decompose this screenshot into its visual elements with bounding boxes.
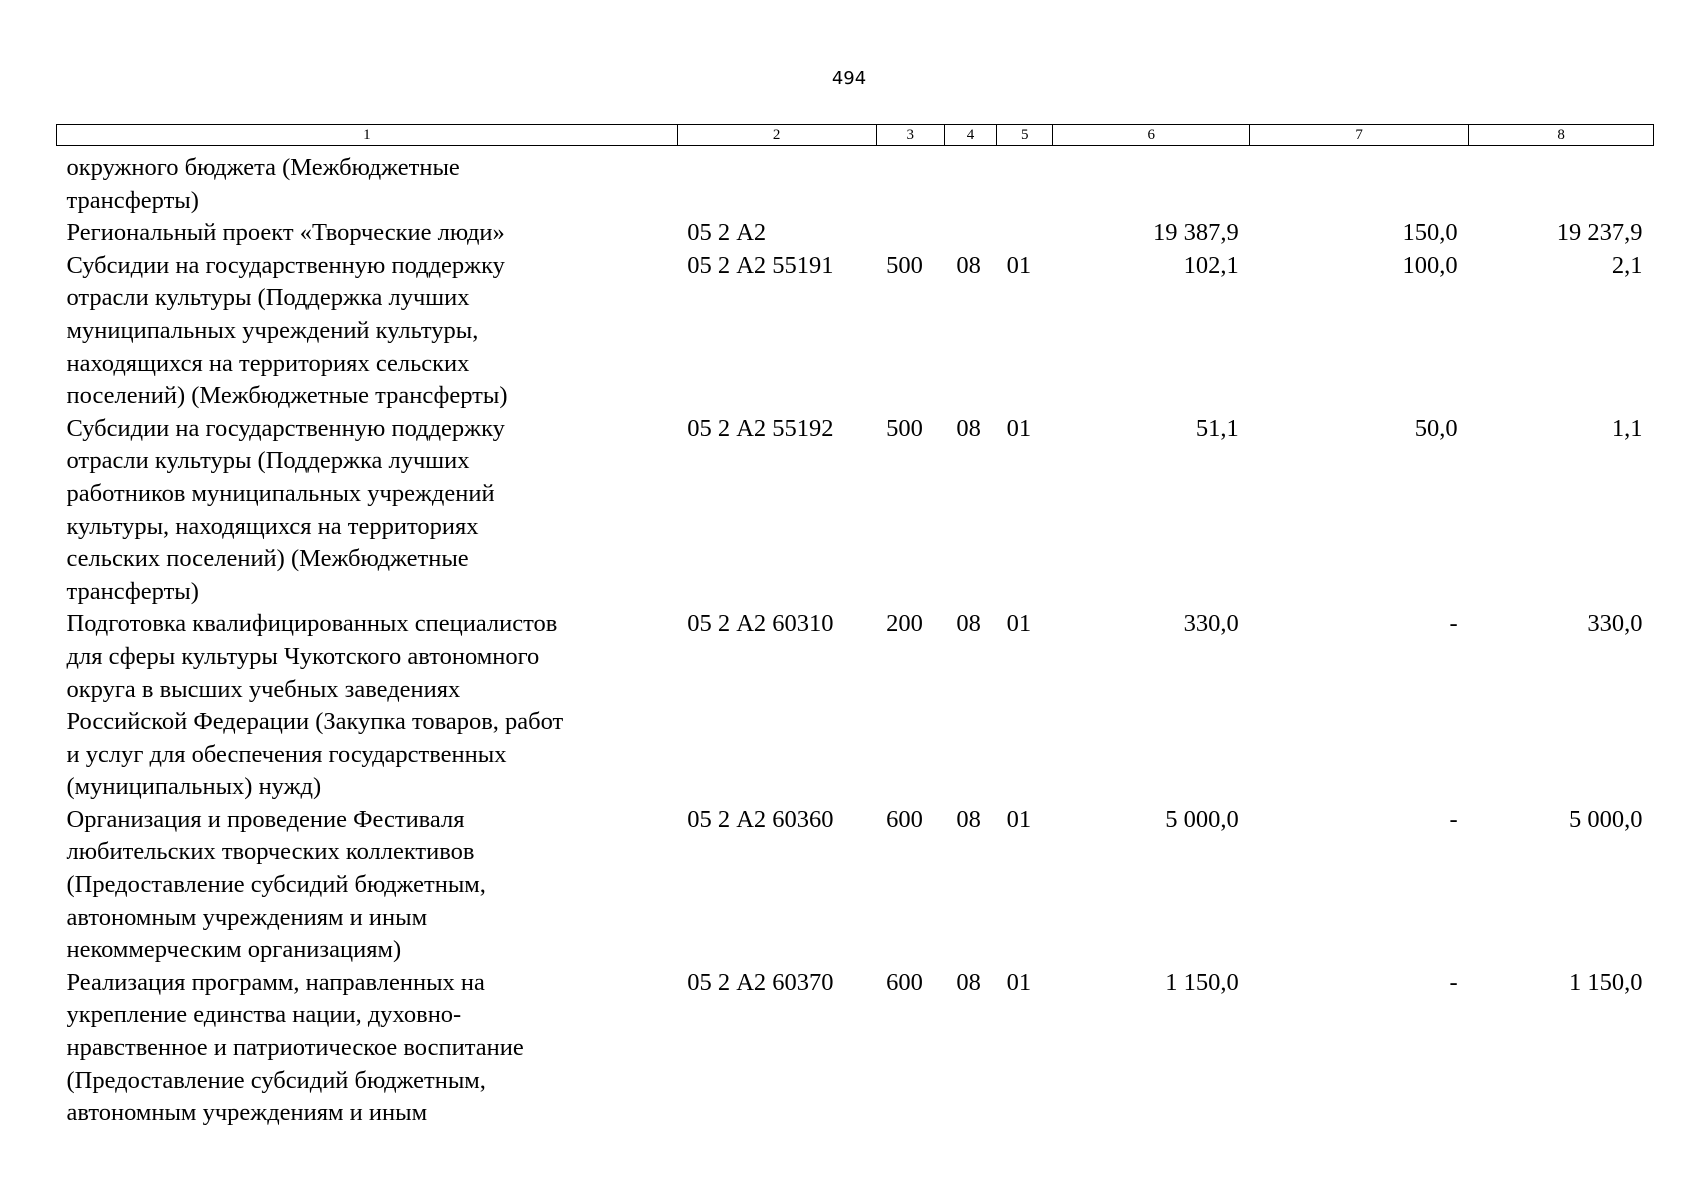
budget-table bbox=[56, 124, 1654, 1130]
subsection-code bbox=[997, 146, 1053, 218]
description-line: округа в высших учебных заведениях bbox=[66, 675, 461, 703]
target-article-code: 05 2 А2 60360 bbox=[687, 805, 834, 833]
amount-col-7: 100,0 bbox=[1402, 251, 1458, 279]
description-line: для сферы культуры Чукотского автономного bbox=[66, 642, 540, 670]
target-article-code: 05 2 А2 60310 bbox=[687, 610, 834, 638]
description-line: Подготовка квалифицированных специалистов bbox=[66, 610, 558, 638]
amount-col-6: 51,1 bbox=[1195, 414, 1239, 442]
row-description bbox=[57, 804, 678, 967]
row-description bbox=[57, 413, 678, 609]
subsection-code: 01 bbox=[1006, 610, 1032, 638]
table-row bbox=[57, 146, 1654, 218]
description-line: (Предоставление субсидий бюджетным, bbox=[66, 871, 486, 899]
target-article-code: 05 2 А2 bbox=[687, 219, 767, 247]
table-header bbox=[57, 125, 1654, 146]
row-description bbox=[57, 146, 678, 218]
expense-type-code: 600 bbox=[886, 968, 923, 996]
description-line: укрепление единства нации, духовно- bbox=[66, 1001, 462, 1029]
table-row bbox=[57, 608, 1654, 804]
subsection-code: 01 bbox=[1006, 251, 1032, 279]
amount-col-6: 102,1 bbox=[1183, 251, 1239, 279]
amount-col-8: 1 150,0 bbox=[1569, 968, 1643, 996]
description-line: находящихся на территориях сельских bbox=[66, 349, 470, 377]
amount-col-8: 2,1 bbox=[1611, 251, 1643, 279]
column-header-2: 2 bbox=[677, 125, 876, 146]
column-number-row bbox=[57, 125, 1654, 146]
amount-col-7 bbox=[1250, 146, 1469, 218]
description-line: Реализация программ, направленных на bbox=[66, 968, 485, 996]
table-row bbox=[57, 804, 1654, 967]
description-line: некоммерческим организациям) bbox=[66, 936, 402, 964]
description-line: любительских творческих коллективов bbox=[66, 838, 475, 866]
amount-col-8: 1,1 bbox=[1611, 414, 1643, 442]
section-code: 08 bbox=[956, 251, 981, 279]
description-line: трансферты) bbox=[66, 577, 199, 605]
description-line: (муниципальных) нужд) bbox=[66, 773, 322, 801]
expense-type-code: 600 bbox=[886, 805, 923, 833]
description-line: и услуг для обеспечения государственных bbox=[66, 740, 507, 768]
description-line: автономным учреждениям и иным bbox=[66, 903, 428, 931]
column-header-1: 1 bbox=[57, 125, 678, 146]
table-row bbox=[57, 250, 1654, 413]
section-code: 08 bbox=[956, 610, 981, 638]
column-header-4: 4 bbox=[944, 125, 996, 146]
column-header-3: 3 bbox=[876, 125, 944, 146]
description-line: Субсидии на государственную поддержку bbox=[66, 251, 505, 279]
section-code: 08 bbox=[956, 968, 981, 996]
target-article-code: 05 2 А2 55192 bbox=[687, 414, 834, 442]
amount-col-8: 19 237,9 bbox=[1556, 219, 1643, 247]
amount-col-7: 150,0 bbox=[1402, 219, 1458, 247]
description-line: Российской Федерации (Закупка товаров, работ bbox=[66, 708, 564, 736]
target-article-code: 05 2 А2 55191 bbox=[687, 251, 834, 279]
description-line: (Предоставление субсидий бюджетным, bbox=[66, 1066, 486, 1094]
target-article-code bbox=[677, 146, 876, 218]
column-header-5: 5 bbox=[997, 125, 1053, 146]
description-line: Организация и проведение Фестиваля bbox=[66, 805, 465, 833]
page-number: 494 bbox=[831, 68, 867, 89]
amount-col-8 bbox=[1469, 146, 1654, 218]
amount-col-6: 330,0 bbox=[1183, 610, 1239, 638]
amount-col-6: 1 150,0 bbox=[1165, 968, 1239, 996]
row-description bbox=[57, 967, 678, 1130]
description-line: муниципальных учреждений культуры, bbox=[66, 316, 479, 344]
description-line: работников муниципальных учреждений bbox=[66, 479, 495, 507]
amount-col-8: 5 000,0 bbox=[1569, 805, 1643, 833]
subsection-code: 01 bbox=[1006, 805, 1032, 833]
table-row bbox=[57, 967, 1654, 1130]
table-row bbox=[57, 413, 1654, 609]
amount-col-8: 330,0 bbox=[1587, 610, 1643, 638]
subsection-code: 01 bbox=[1006, 968, 1032, 996]
description-line: трансферты) bbox=[66, 186, 199, 214]
description-line: поселений) (Межбюджетные трансферты) bbox=[66, 382, 508, 410]
description-line: автономным учреждениям и иным bbox=[66, 1099, 428, 1127]
expense-type-code: 500 bbox=[886, 251, 923, 279]
amount-col-7: 50,0 bbox=[1414, 414, 1458, 442]
row-description bbox=[57, 608, 678, 804]
description-line: Региональный проект «Творческие люди» bbox=[66, 219, 505, 247]
subsection-code: 01 bbox=[1006, 414, 1032, 442]
row-description bbox=[57, 250, 678, 413]
amount-col-7: - bbox=[1449, 805, 1458, 833]
section-code bbox=[944, 217, 996, 250]
table-row bbox=[57, 217, 1654, 250]
description-line: нравственное и патриотическое воспитание bbox=[66, 1034, 524, 1062]
section-code bbox=[944, 146, 996, 218]
amount-col-7: - bbox=[1449, 610, 1458, 638]
description-line: отрасли культуры (Поддержка лучших bbox=[66, 284, 470, 312]
amount-col-7: - bbox=[1449, 968, 1458, 996]
description-line: культуры, находящихся на территориях bbox=[66, 512, 479, 540]
table-body bbox=[57, 146, 1654, 1130]
column-header-6: 6 bbox=[1053, 125, 1250, 146]
subsection-code bbox=[997, 217, 1053, 250]
amount-col-6: 19 387,9 bbox=[1152, 219, 1239, 247]
description-line: окружного бюджета (Межбюджетные bbox=[66, 154, 460, 181]
amount-col-6: 5 000,0 bbox=[1165, 805, 1239, 833]
target-article-code: 05 2 А2 60370 bbox=[687, 968, 834, 996]
description-line: Субсидии на государственную поддержку bbox=[66, 414, 505, 442]
expense-type-code bbox=[876, 217, 944, 250]
amount-col-6 bbox=[1053, 146, 1250, 218]
expense-type-code: 200 bbox=[886, 610, 923, 638]
description-line: отрасли культуры (Поддержка лучших bbox=[66, 447, 470, 475]
section-code: 08 bbox=[956, 414, 981, 442]
column-header-7: 7 bbox=[1250, 125, 1469, 146]
section-code: 08 bbox=[956, 805, 981, 833]
row-description bbox=[57, 217, 678, 250]
column-header-8: 8 bbox=[1469, 125, 1654, 146]
expense-type-code: 500 bbox=[886, 414, 923, 442]
expense-type-code bbox=[876, 146, 944, 218]
description-line: сельских поселений) (Межбюджетные bbox=[66, 545, 469, 573]
